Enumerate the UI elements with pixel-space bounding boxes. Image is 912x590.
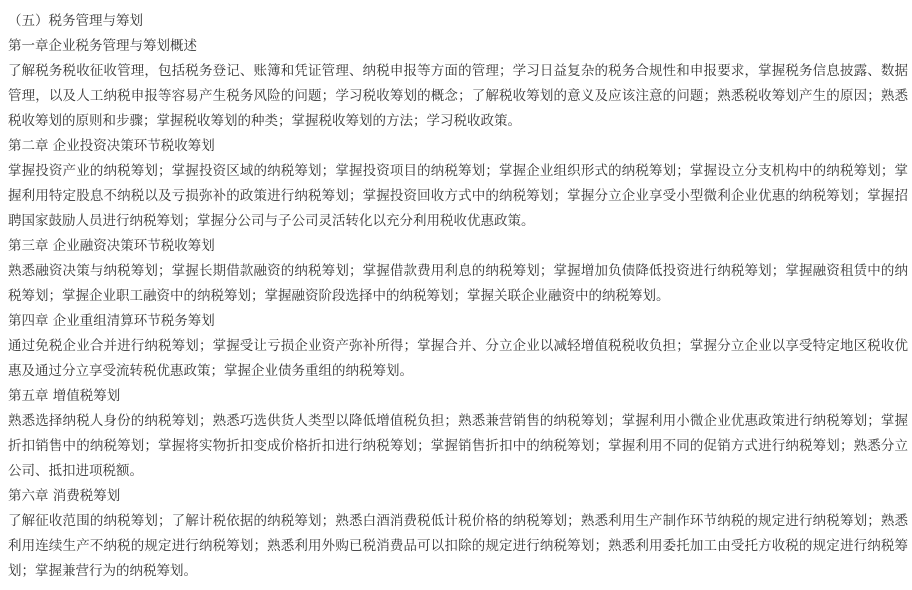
chapter-4-body: 通过免税企业合并进行纳税筹划；掌握受让亏损企业资产弥补所得；掌握合并、分立企业以减轻增值税税收负担；掌握分立企业以享受特定地区税收优惠及通过分立享受流转税优惠政策；掌握企业债务重组的纳税筹划。 xyxy=(8,338,908,379)
chapter-3-title: 第三章 企业融资决策环节税收筹划 xyxy=(8,238,215,254)
chapter-6-title: 第六章 消费税筹划 xyxy=(8,488,121,504)
chapter-5-title: 第五章 增值税筹划 xyxy=(8,388,121,404)
chapter-2-title: 第二章 企业投资决策环节税收筹划 xyxy=(8,138,215,154)
chapter-4-title: 第四章 企业重组清算环节税务筹划 xyxy=(8,313,215,329)
chapter-5-body: 熟悉选择纳税人身份的纳税筹划；熟悉巧选供货人类型以降低增值税负担；熟悉兼营销售的纳税筹划；掌握利用小微企业优惠政策进行纳税筹划；掌握折扣销售中的纳税筹划；掌握将实物折扣变成价格折扣进行纳税筹划；掌握销售折扣中的纳税筹划；掌握利用不同的促销方式进行纳税筹划；熟悉分立公司、抵扣进项税额。 xyxy=(8,413,908,479)
chapter-3-body: 熟悉融资决策与纳税筹划；掌握长期借款融资的纳税筹划；掌握借款费用利息的纳税筹划；掌握增加负债降低投资进行纳税筹划；掌握融资租赁中的纳税筹划；掌握企业职工融资中的纳税筹划；掌握融资阶段选择中的纳税筹划；掌握关联企业融资中的纳税筹划。 xyxy=(8,263,908,304)
section-title: （五）税务管理与筹划 xyxy=(8,13,143,29)
chapter-2-body: 掌握投资产业的纳税筹划；掌握投资区域的纳税筹划；掌握投资项目的纳税筹划；掌握企业组织形式的纳税筹划；掌握设立分支机构中的纳税筹划；掌握利用特定股息不纳税以及亏损弥补的政策进行纳税筹划；掌握投资回收方式中的纳税筹划；掌握分立企业享受小型微利企业优惠的纳税筹划；掌握招聘国家鼓励人员进行纳税筹划；掌握分公司与子公司灵活转化以充分利用税收优惠政策。 xyxy=(8,163,908,229)
chapter-1-title: 第一章企业税务管理与筹划概述 xyxy=(8,38,197,54)
chapter-6-body: 了解征收范围的纳税筹划；了解计税依据的纳税筹划；熟悉白酒消费税低计税价格的纳税筹划；熟悉利用生产制作环节纳税的规定进行纳税筹划；熟悉利用连续生产不纳税的规定进行纳税筹划；熟悉利用外购已税消费品可以扣除的规定进行纳税筹划；熟悉利用委托加工由受托方收税的规定进行纳税筹划；掌握兼营行为的纳税筹划。 xyxy=(8,513,908,579)
chapter-1-body: 了解税务税收征收管理，包括税务登记、账簿和凭证管理、纳税申报等方面的管理；学习日益复杂的税务合规性和申报要求，掌握税务信息披露、数据管理，以及人工纳税申报等容易产生税务风险的问题；学习税收筹划的概念；了解税收筹划的意义及应该注意的问题；熟悉税收筹划产生的原因；熟悉税收筹划的原则和步骤；掌握税收筹划的种类；掌握税收筹划的方法；学习税收政策。 xyxy=(8,63,908,129)
